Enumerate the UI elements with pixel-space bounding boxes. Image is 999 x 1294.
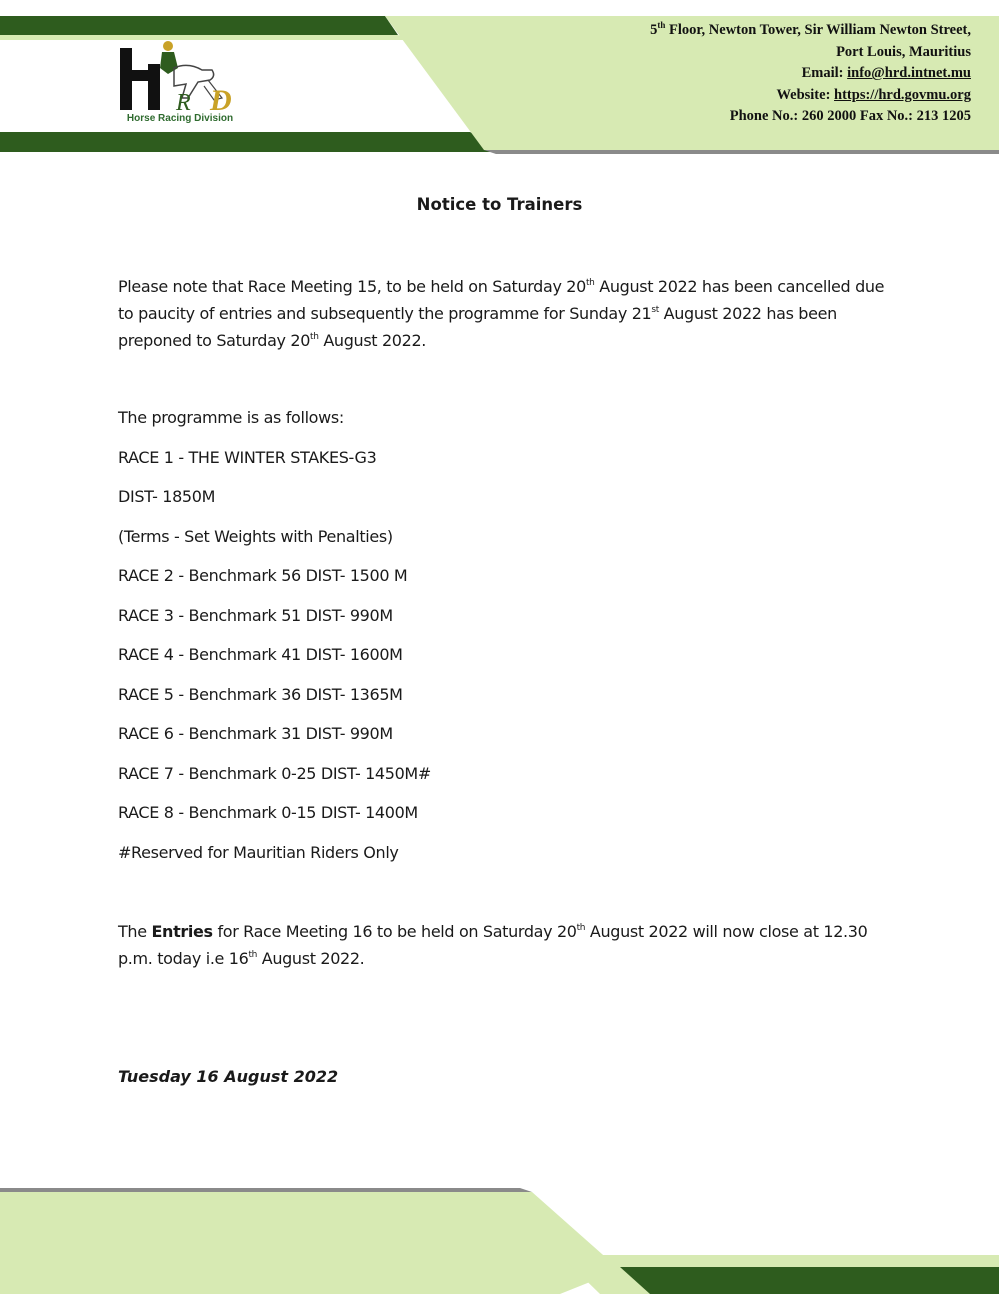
programme-footnote: #Reserved for Mauritian Riders Only <box>118 843 399 862</box>
website-line: Website: https://hrd.govmu.org <box>776 86 971 103</box>
svg-text:D: D <box>210 84 232 114</box>
programme-intro: The programme is as follows: <box>118 408 344 427</box>
entries-paragraph: The Entries for Race Meeting 16 to be held on Saturday 20th August 2022 will now close at 12.30 p.m. today i.e 16th August 2022. <box>118 922 868 968</box>
email-link[interactable]: info@hrd.intnet.mu <box>847 65 971 81</box>
notice-title: Notice to Trainers <box>416 195 583 214</box>
logo-caption: Horse Racing Division <box>126 113 234 124</box>
programme-line: RACE 5 - Benchmark 36 DIST- 1365M <box>118 685 403 704</box>
programme-line: RACE 3 - Benchmark 51 DIST- 990M <box>118 606 393 625</box>
programme-line: RACE 8 - Benchmark 0-15 DIST- 1400M <box>118 803 418 822</box>
programme-line: RACE 1 - THE WINTER STAKES-G3 <box>118 448 377 467</box>
programme-line: RACE 2 - Benchmark 56 DIST- 1500 M <box>118 566 408 585</box>
programme-line: RACE 6 - Benchmark 31 DIST- 990M <box>118 724 393 743</box>
notice-date: Tuesday 16 August 2022 <box>118 1067 339 1086</box>
address-line-1: 5th Floor, Newton Tower, Sir William Newton Street, <box>650 20 971 38</box>
email-line: Email: info@hrd.intnet.mu <box>801 65 971 81</box>
phone-line: Phone No.: 260 2000 Fax No.: 213 1205 <box>729 108 971 124</box>
address-line-2: Port Louis, Mauritius <box>836 43 971 60</box>
footer-banner <box>0 1185 999 1294</box>
svg-text:R: R <box>176 90 191 114</box>
website-link[interactable]: https://hrd.govmu.org <box>834 86 971 103</box>
hrd-logo <box>118 40 242 130</box>
programme-line: RACE 4 - Benchmark 41 DIST- 1600M <box>118 645 403 664</box>
programme-line: (Terms - Set Weights with Penalties) <box>118 527 393 546</box>
cancellation-paragraph: Please note that Race Meeting 15, to be held on Saturday 20th August 2022 has been cancelled due to paucity of entries and subsequently the programme for Sunday 21st August 2022 has been preponed to Saturday 20th August 2022. <box>118 277 885 350</box>
programme-line: RACE 7 - Benchmark 0-25 DIST- 1450M# <box>118 764 431 783</box>
programme-line: DIST- 1850M <box>118 487 216 506</box>
contact-block <box>650 20 971 128</box>
